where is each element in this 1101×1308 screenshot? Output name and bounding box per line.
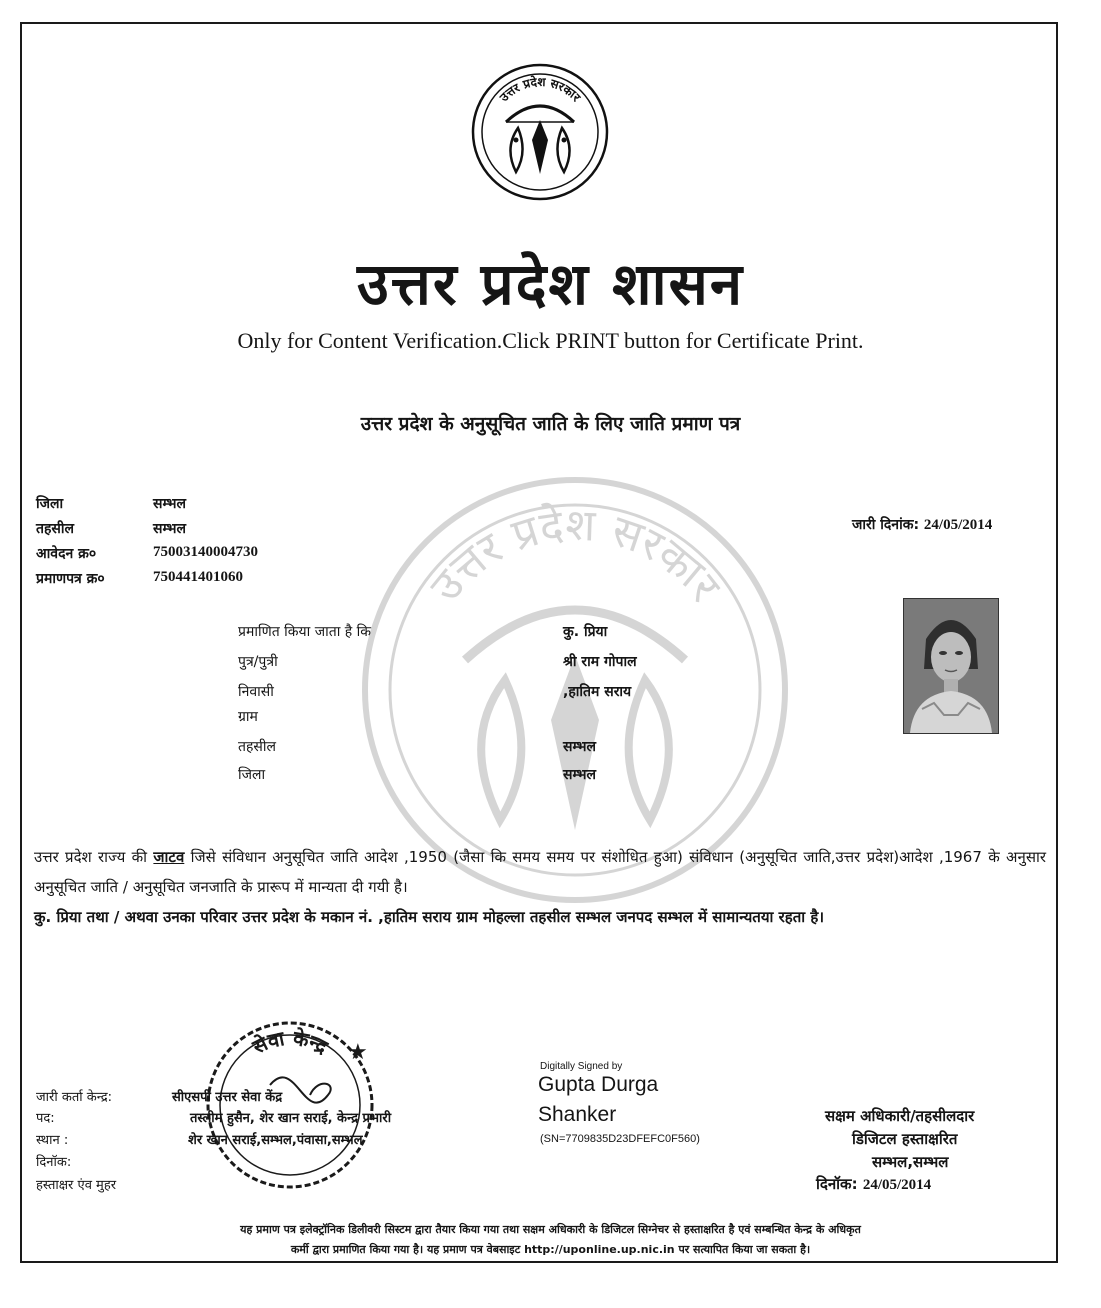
residence-value: ,हातिम सराय — [563, 684, 632, 700]
service-center-stamp-icon — [200, 1015, 380, 1195]
body-text-3: कु. प्रिया तथा / अथवा उनका परिवार उत्तर प्रदेश के मकान नं. ,हातिम सराय ग्राम मोहल्ला तहसील सम्भल जनपद सम्भल में सामान्यतया रहता है। — [34, 908, 825, 926]
officer-designation: सक्षम अधिकारी/तहसीलदार — [825, 1107, 975, 1125]
detail-label: पुत्र/पुत्री — [238, 654, 278, 670]
applicant-name: कु. प्रिया — [563, 624, 608, 640]
issuer-date-label: दिनॉक: — [36, 1155, 72, 1170]
signer-name-line2: Shanker — [538, 1103, 617, 1126]
certificate-number-label: प्रमाणपत्र क्र० — [36, 571, 105, 587]
verification-notice: Only for Content Verification.Click PRINT button for Certificate Print. — [237, 328, 864, 353]
application-number-label: आवेदन क्र० — [36, 546, 97, 562]
application-number-value: 75003140004730 — [153, 544, 258, 560]
officer-digital-signed: डिजिटल हस्ताक्षरित — [852, 1130, 958, 1148]
footer-line-1: यह प्रमाण पत्र इलेक्ट्रॉनिक डिलीवरी सिस्टम द्वारा तैयार किया गया तथा सक्षम अधिकारी के डिजिटल सिग्नेचर से हस्ताक्षरित है एवं सम्बन्धित केन्द्र के अधिकृत — [240, 1223, 861, 1236]
signer-name-line1: Gupta Durga — [538, 1073, 659, 1096]
applicant-photo-icon — [903, 598, 999, 734]
page-title: उत्तर प्रदेश शासन — [356, 250, 745, 318]
detail-tehsil-value: सम्भल — [563, 739, 596, 755]
detail-label: जिला — [238, 767, 266, 783]
detail-label: तहसील — [238, 739, 276, 755]
signature-seal-label: हस्ताक्षर एंव मुहर — [36, 1178, 117, 1193]
certificate-number-value: 750441401060 — [153, 569, 243, 585]
post-value: तस्लीम हुसैन, शेर खान सराई, केन्द्र प्रभारी — [190, 1111, 392, 1126]
issuing-center-value: सीएसपी उत्तर सेवा केंद्र — [172, 1090, 283, 1105]
tehsil-value: सम्भल — [153, 521, 186, 537]
detail-label: ग्राम — [238, 709, 258, 725]
up-government-emblem-icon — [470, 62, 610, 202]
detail-district-value: सम्भल — [563, 767, 596, 783]
district-value: सम्भल — [153, 496, 186, 512]
caste-name: जाटव — [153, 848, 185, 866]
svg-text:★: ★ — [348, 1040, 368, 1065]
place-label: स्थान : — [36, 1133, 69, 1148]
officer-date-value: 24/05/2014 — [862, 1177, 932, 1193]
issue-date-label: जारी दिनांक: — [852, 517, 920, 533]
svg-text:सेवा केन्द्र: सेवा केन्द्र — [248, 1025, 332, 1059]
issue-date — [852, 515, 992, 534]
officer-date — [816, 1174, 931, 1194]
detail-label: निवासी — [238, 684, 274, 700]
footer-line-2: कर्मी द्वारा प्रमाणित किया गया है। यह प्रमाण पत्र वेबसाइट http://uponline.up.nic.in पर सत्यापित किया जा सकता है। — [290, 1243, 811, 1256]
body-text-2: जिसे संविधान अनुसूचित जाति आदेश ,1950 (जैसा कि समय समय पर संशोधित हुआ) संविधान (अनुसूचित जाति,उत्तर प्रदेश)आदेश ,1967 के अनुसार अनुसूचित जाति / अनुसूचित जनजाति के प्रारूप में मान्यता दी गयी है। — [34, 848, 1046, 896]
officer-location: सम्भल,सम्भल — [872, 1153, 949, 1171]
district-label: जिला — [36, 496, 64, 512]
svg-text:उत्तर प्रदेश सरकार: उत्तर प्रदेश सरकार — [420, 499, 731, 612]
issuing-center-label: जारी कर्ता केन्द्र: — [36, 1090, 113, 1105]
svg-text:उत्तर प्रदेश सरकार: उत्तर प्रदेश सरकार — [496, 74, 584, 105]
issue-date-value: 24/05/2014 — [923, 517, 993, 533]
certificate-heading: उत्तर प्रदेश के अनुसूचित जाति के लिए जाति प्रमाण पत्र — [360, 413, 741, 435]
father-name: श्री राम गोपाल — [563, 654, 637, 670]
signature-serial: (SN=7709835D23DFEFC0F560) — [540, 1133, 700, 1145]
certificate-body — [34, 842, 1046, 932]
officer-date-label: दिनॉक: — [816, 1175, 858, 1193]
post-label: पद: — [36, 1111, 55, 1126]
digital-signature-note: Digitally Signed by — [540, 1061, 623, 1072]
detail-label: प्रमाणित किया जाता है कि — [238, 624, 372, 640]
place-value: शेर खान सराई,सम्भल,पंवासा,सम्भल — [188, 1133, 363, 1148]
tehsil-label: तहसील — [36, 521, 74, 537]
body-text-1: उत्तर प्रदेश राज्य की — [34, 848, 154, 866]
